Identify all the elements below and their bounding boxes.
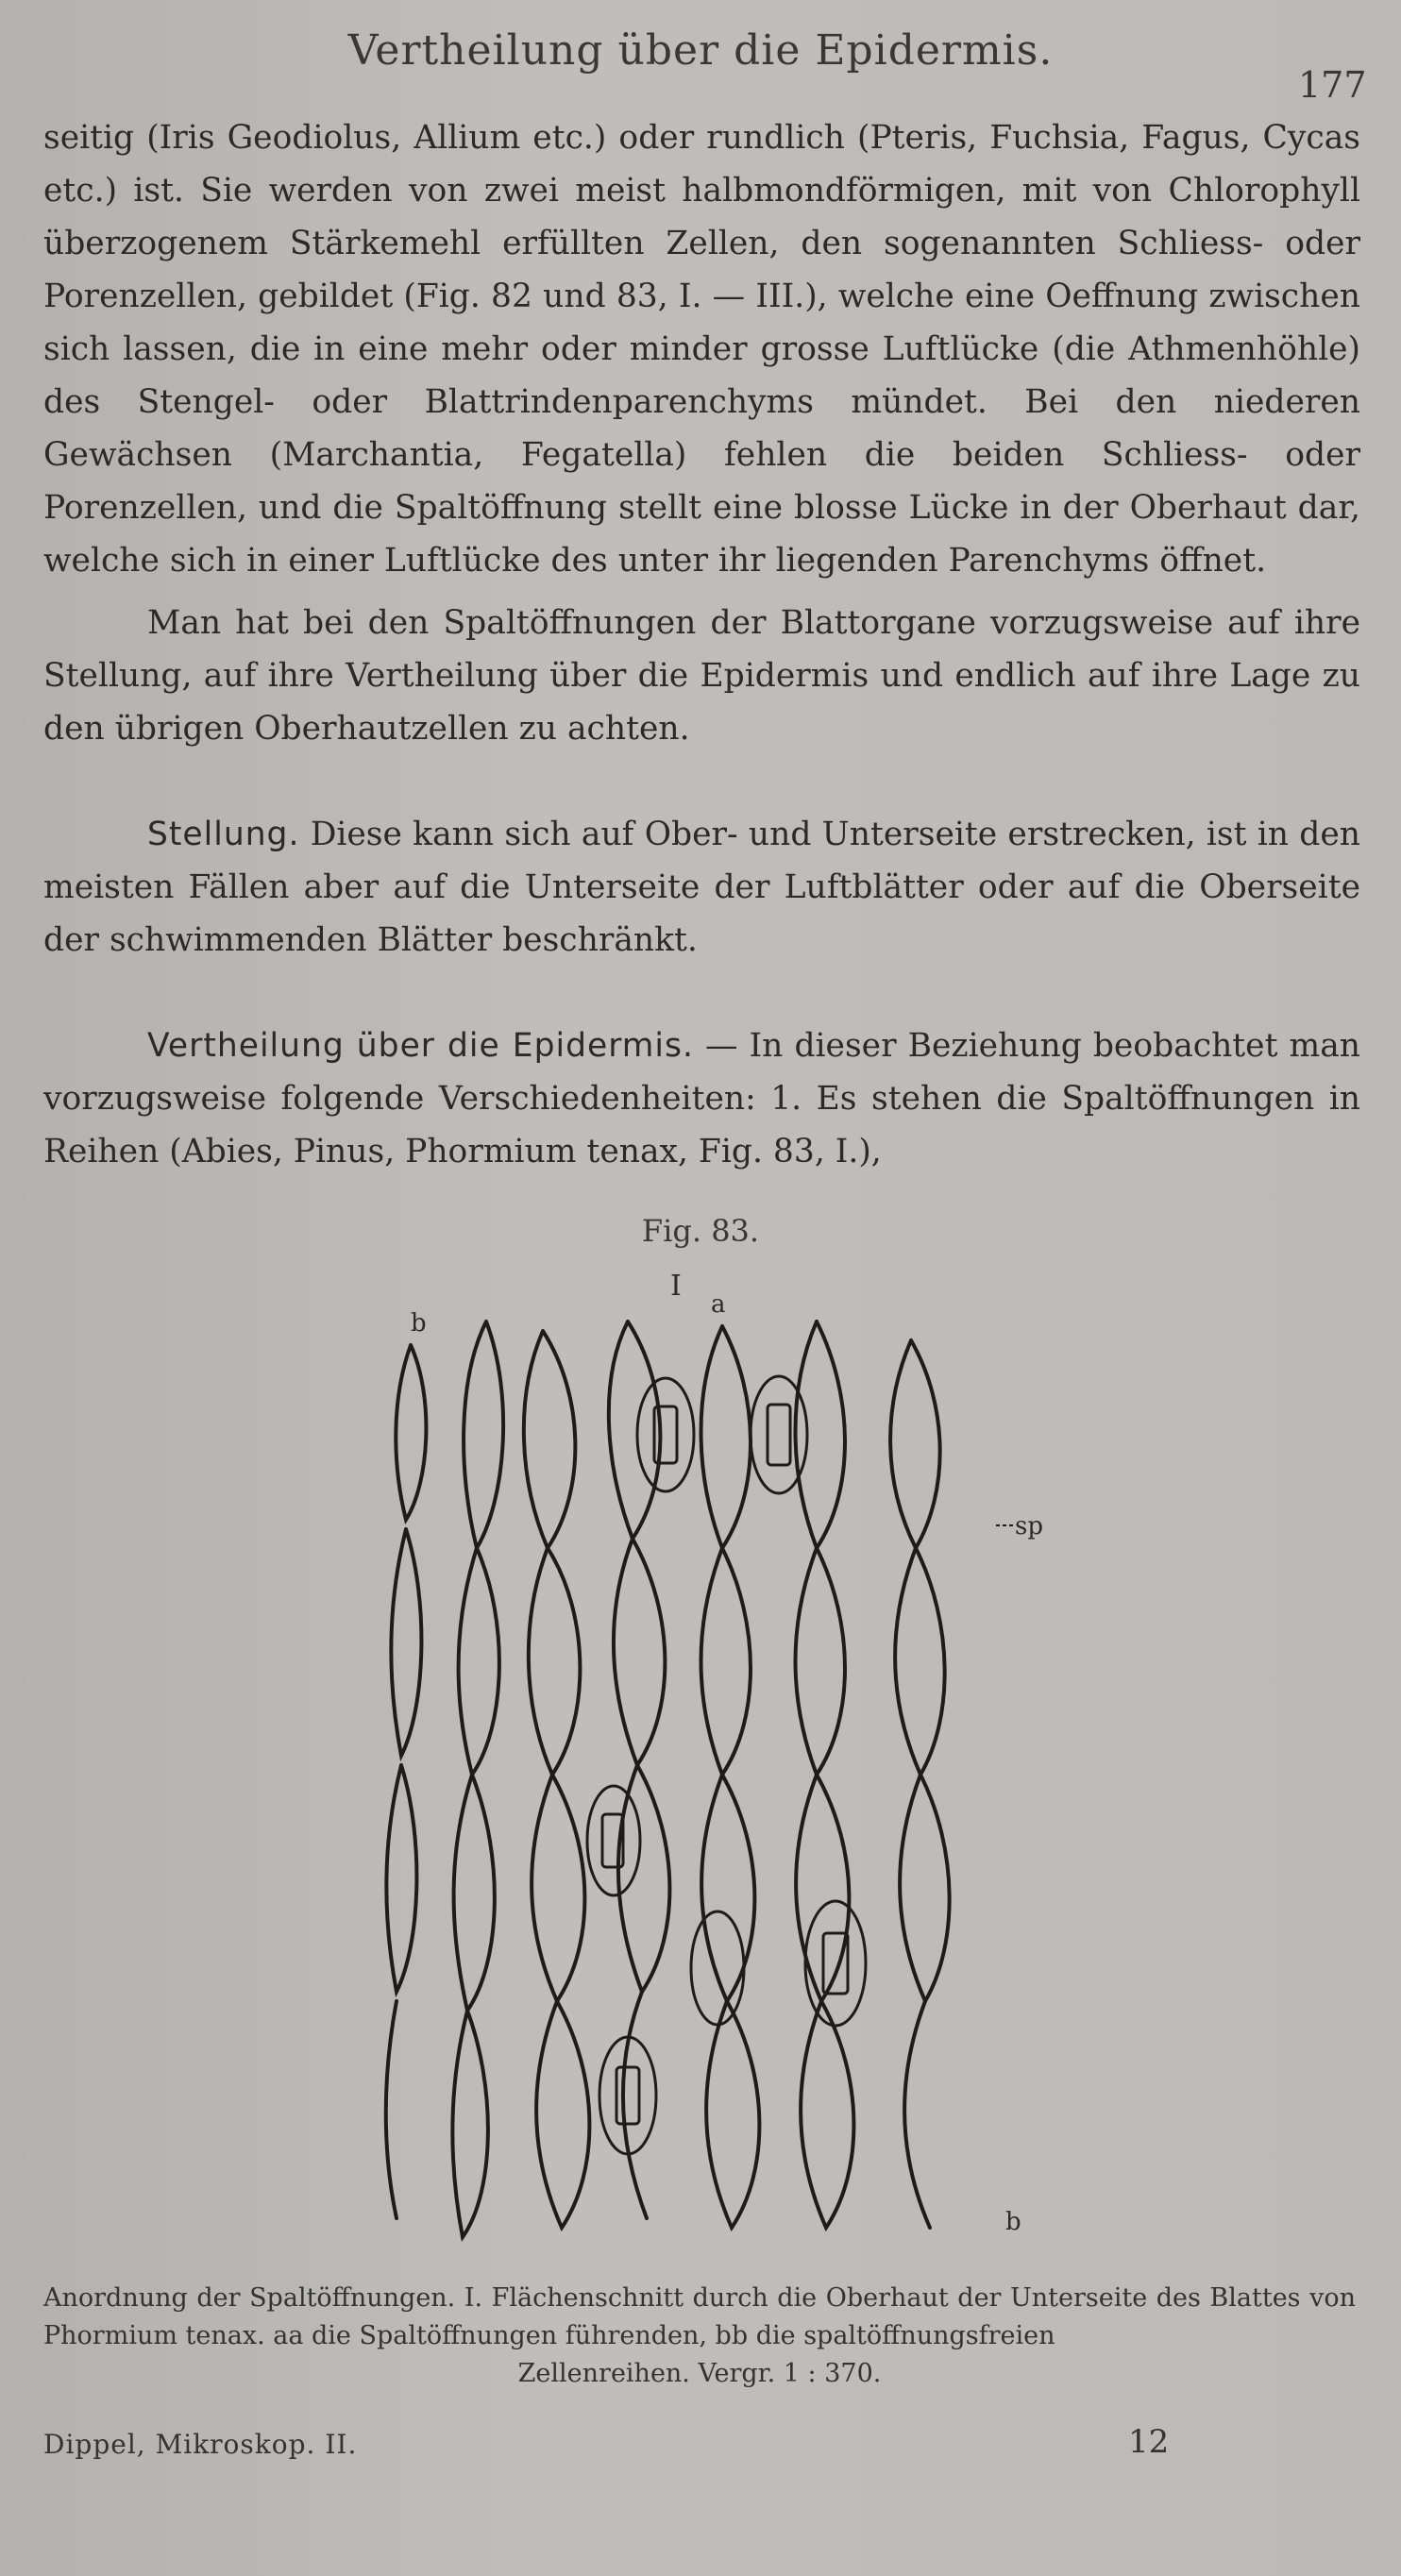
figure-letter-a: a — [711, 1290, 726, 1319]
section-heading-stellung: Stellung. — [147, 816, 300, 853]
section-stellung — [43, 808, 1360, 967]
footer-signature: Dippel, Mikroskop. II. — [43, 2429, 358, 2460]
section-vertheilung — [43, 1019, 1360, 1178]
section-text-vertheilung: — In dieser Beziehung beobachtet man vorzugsweise folgende Verschiedenheiten: 1. Es stehen die Spaltöffnungen in Reihen (Abies, Pinus, Phormium tenax, Fig. 83, I.), — [43, 1027, 1361, 1170]
paragraph-2: Man hat bei den Spaltöffnungen der Blattorgane vorzugsweise auf ihre Stellung, auf ihre Vertheilung über die Epidermis und endlich auf ihre Lage zu den übrigen Oberhautzellen zu achten. — [43, 604, 1360, 748]
epidermis-illustration — [354, 1265, 1393, 2275]
figure-83 — [354, 1265, 1393, 2275]
footer-sheet-number: 12 — [1128, 2423, 1170, 2461]
figure-caption — [43, 2280, 1356, 2393]
figure-part-label: I — [670, 1270, 682, 1303]
figure-letter-sp: sp — [1015, 1512, 1043, 1541]
figure-label: Fig. 83. — [641, 1213, 760, 1249]
running-title: Vertheilung über die Epidermis. — [347, 26, 1054, 75]
caption-line-2: Zellenreihen. Vergr. 1 : 370. — [517, 2359, 882, 2388]
caption-line-1: Anordnung der Spaltöffnungen. I. Flächenschnitt durch die Oberhaut der Unterseite des Blattes von Phormium tenax. aa die Spaltöffnungen führenden, bb die spaltöffnungsfreien — [43, 2283, 1356, 2350]
figure-letter-b-top: b — [411, 1309, 427, 1338]
section-heading-vertheilung: Vertheilung über die Epidermis. — [147, 1027, 694, 1065]
section-text-stellung: Diese kann sich auf Ober- und Unterseite erstrecken, ist in den meisten Fällen aber auf die Unterseite der Luftblätter oder auf die Oberseite der schwimmenden Blätter beschränkt. — [43, 816, 1360, 959]
page-number: 177 — [1298, 64, 1367, 106]
paragraph-1: seitig (Iris Geodiolus, Allium etc.) oder rundlich (Pteris, Fuchsia, Fagus, Cycas etc.) ist. Sie werden von zwei meist halbmondförmigen, mit von Chlorophyll überzogenem Stärkemehl erfüllten Zellen, den sogenannten Schliess- oder Porenzellen, gebildet (Fig. 82 und 83, I. — III.), welche eine Oeffnung zwischen sich lassen, die in eine mehr oder minder grosse Luftlücke (die Athmenhöhle) des Stengel- oder Blattrindenparenchyms mündet. Bei den niederen Gewächsen (Marchantia, Fegatella) fehlen die beiden Schliess- oder Porenzellen, und die Spaltöffnung stellt eine blosse Lücke in der Oberhaut dar, welche sich in einer Luftlücke des unter ihr liegenden Parenchyms öffnet. — [43, 119, 1360, 580]
body-text — [43, 111, 1360, 1178]
figure-letter-b-bottom: b — [1005, 2208, 1021, 2236]
